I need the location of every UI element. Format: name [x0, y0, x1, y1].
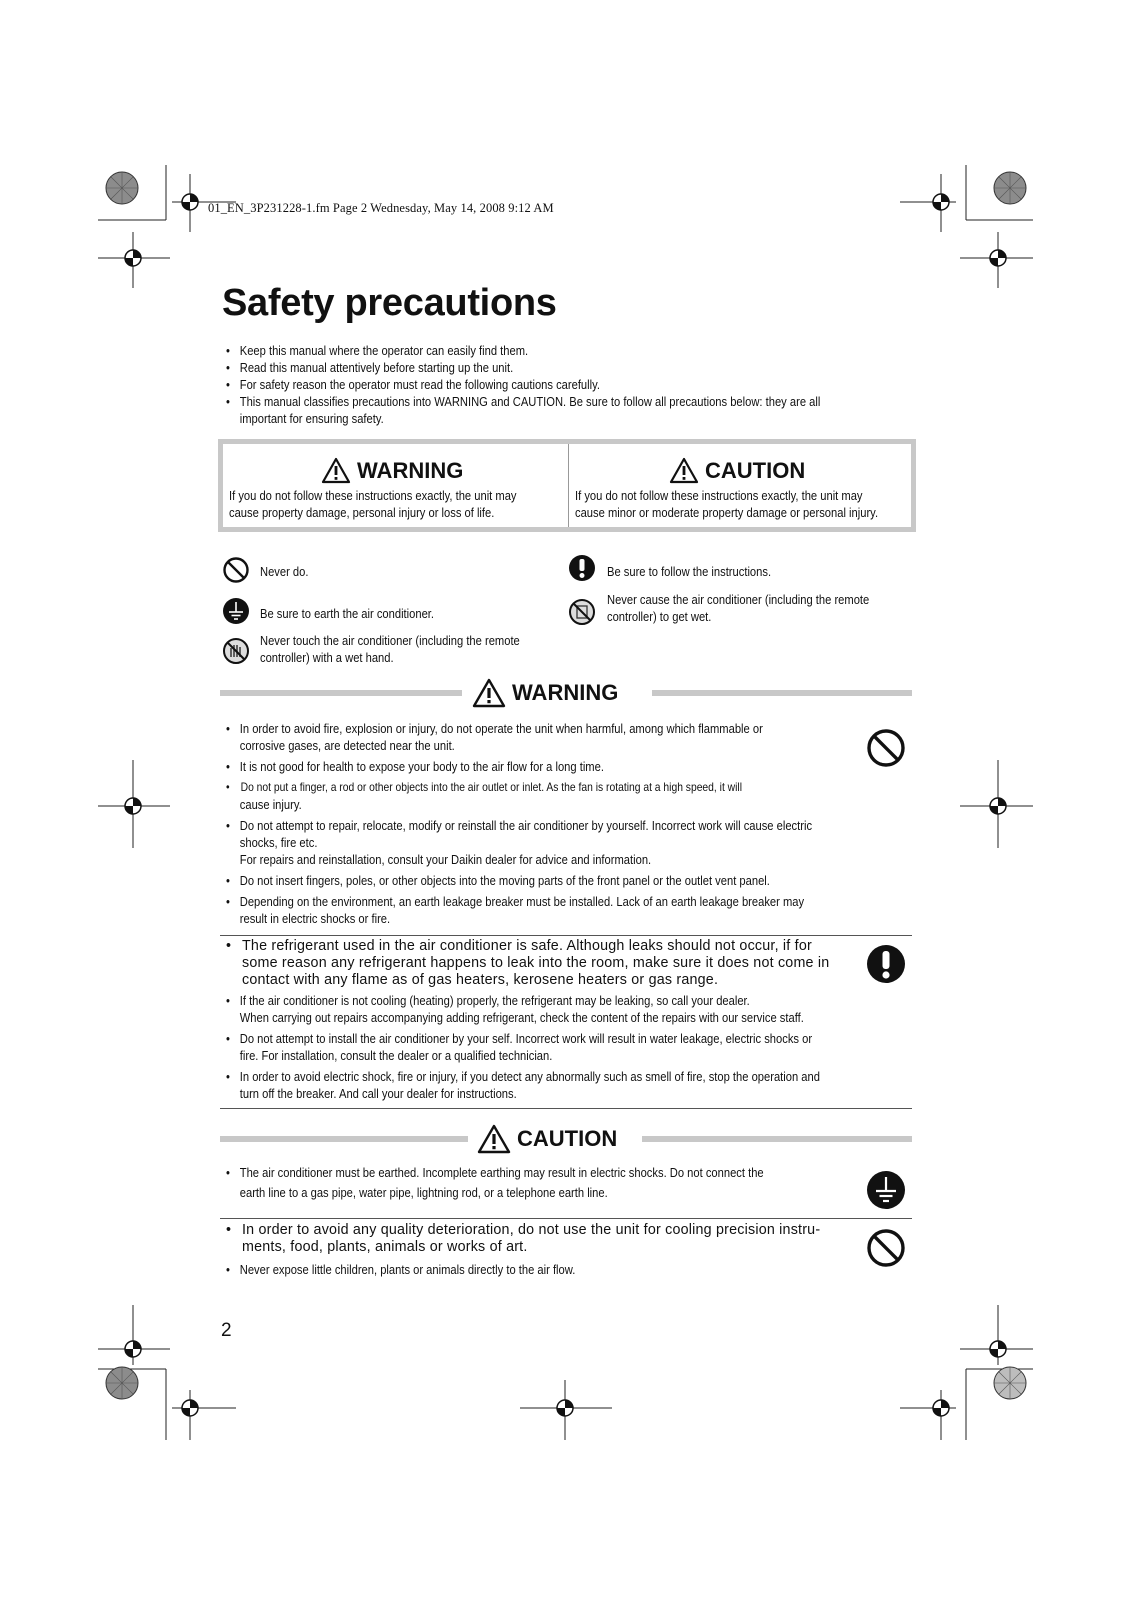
- no-wet-prohibition-icon: [568, 598, 596, 626]
- legend-earth: Be sure to earth the air conditioner.: [260, 606, 435, 621]
- divider: [220, 935, 912, 936]
- mandatory-exclamation-icon: [568, 554, 596, 582]
- bullet: •: [226, 394, 230, 409]
- legend-wet-hand: Never touch the air conditioner (including the remote controller) with a wet hand.: [260, 633, 520, 665]
- page-title: Safety precautions: [222, 282, 557, 324]
- caution-column: [569, 444, 909, 527]
- wet-hand-prohibition-icon: [222, 637, 250, 665]
- caution-heading: CAUTION: [669, 457, 805, 484]
- prohibition-icon: [866, 728, 906, 768]
- header-rule: [220, 1136, 468, 1142]
- header-rule: [642, 1136, 912, 1142]
- caution-triangle-icon: [669, 457, 699, 484]
- warning-description: If you do not follow these instructions exactly, the unit may cause property damage, personal injury or loss of life.: [229, 488, 517, 520]
- earth-ground-icon: [866, 1170, 906, 1210]
- bullet: •: [226, 377, 230, 392]
- warning-column: [223, 444, 568, 527]
- warning-triangle-icon: [321, 457, 351, 484]
- file-header: 01_EN_3P231228-1.fm Page 2 Wednesday, May 14, 2008 9:12 AM: [208, 201, 554, 215]
- caution-section-header: [220, 1118, 912, 1158]
- caution-section-heading: CAUTION: [477, 1124, 617, 1154]
- header-rule: [652, 690, 912, 696]
- legend-no-wet: Never cause the air conditioner (including the remote controller) to get wet.: [607, 592, 870, 624]
- caution-description: If you do not follow these instructions exactly, the unit may cause minor or moderate property damage or personal injury.: [575, 488, 879, 520]
- divider: [220, 1218, 912, 1219]
- mandatory-exclamation-icon: [866, 944, 906, 984]
- warning-triangle-icon: [472, 678, 506, 708]
- header-rule: [220, 690, 462, 696]
- legend-never-do: Never do.: [260, 564, 309, 579]
- signal-word-box: [218, 439, 916, 532]
- divider: [220, 1108, 912, 1109]
- warning-section-heading: WARNING: [472, 678, 618, 708]
- warning-section-header: [220, 672, 912, 712]
- bullet: •: [226, 343, 230, 358]
- bullet: •: [226, 360, 230, 375]
- prohibition-icon: [866, 1228, 906, 1268]
- warning-heading: WARNING: [321, 457, 463, 484]
- prohibition-icon: [222, 556, 250, 584]
- page-number: 2: [221, 1320, 232, 1341]
- earth-ground-icon: [222, 597, 250, 625]
- caution-triangle-icon: [477, 1124, 511, 1154]
- legend-follow: Be sure to follow the instructions.: [607, 564, 772, 579]
